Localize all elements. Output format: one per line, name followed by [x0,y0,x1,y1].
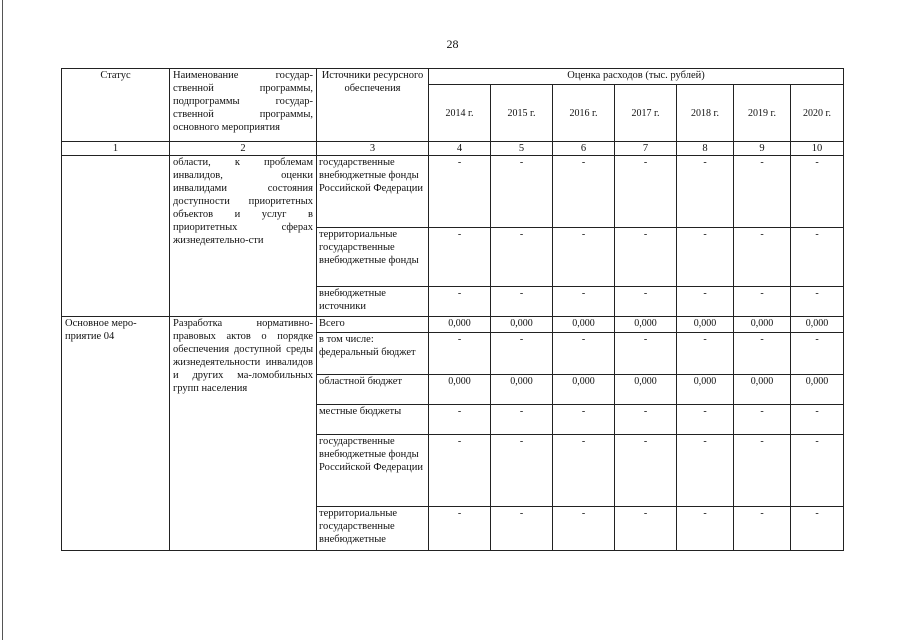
column-index: 4 [429,142,491,156]
header-expenses: Оценка расходов (тыс. рублей) [429,69,844,85]
status-cell: Основное меро-приятие 04 [62,317,170,551]
value-cell: 0,000 [553,375,615,405]
value-cell: - [553,228,615,287]
value-cell: 0,000 [791,375,844,405]
source-cell: территориальные государственные внебюджетные фонды [317,228,429,287]
value-cell: - [553,156,615,228]
source-cell: государственные внебюджетные фонды Российской Федерации [317,435,429,507]
value-cell: - [615,507,677,551]
value-cell: - [677,228,734,287]
value-cell: - [491,333,553,375]
value-cell: - [677,287,734,317]
header-year: 2014 г. [429,85,491,142]
header-year: 2017 г. [615,85,677,142]
column-index: 1 [62,142,170,156]
value-cell: - [615,435,677,507]
value-cell: - [734,405,791,435]
table-row [62,156,844,228]
value-cell: - [429,228,491,287]
value-cell: - [791,228,844,287]
value-cell: - [429,156,491,228]
value-cell: 0,000 [734,375,791,405]
value-cell: 0,000 [429,375,491,405]
value-cell: 0,000 [677,317,734,333]
source-cell: территориальные государственные внебюджетные [317,507,429,551]
source-cell: областной бюджет [317,375,429,405]
value-cell: - [791,507,844,551]
program-name-cell: области, к проблемам инвалидов, оценки инвалидами состояния доступности приоритетных объектов и услуг в приоритетных сферах жизнедеятельно-сти [170,156,317,317]
value-cell: - [791,287,844,317]
expense-table [61,68,844,551]
value-cell: - [491,228,553,287]
value-cell: 0,000 [615,317,677,333]
value-cell: - [615,287,677,317]
header-year: 2015 г. [491,85,553,142]
column-index: 10 [791,142,844,156]
header-status: Статус [62,69,170,142]
column-index: 9 [734,142,791,156]
value-cell: - [553,405,615,435]
value-cell: 0,000 [791,317,844,333]
source-cell: в том числе: федеральный бюджет [317,333,429,375]
value-cell: - [615,156,677,228]
header-year: 2016 г. [553,85,615,142]
value-cell: - [791,156,844,228]
value-cell: - [791,333,844,375]
header-year: 2020 г. [791,85,844,142]
header-name: Наименование государ-ственной программы, подпрограммы государ-ственной программы, основного мероприятия [170,69,317,142]
value-cell: - [491,287,553,317]
value-cell: - [553,333,615,375]
value-cell: - [791,405,844,435]
program-name-cell: Разработка нормативно-правовых актов о порядке обеспечения доступной среды жизнедеятельности инвалидов и других ма-ломобильных групп населения [170,317,317,551]
value-cell: - [429,435,491,507]
value-cell: 0,000 [491,375,553,405]
column-index-row [62,142,844,156]
column-index: 5 [491,142,553,156]
value-cell: - [491,156,553,228]
column-index: 2 [170,142,317,156]
table-row [62,317,844,333]
value-cell: - [429,507,491,551]
column-index: 8 [677,142,734,156]
value-cell: - [677,333,734,375]
value-cell: - [553,287,615,317]
value-cell: - [615,405,677,435]
value-cell: - [553,435,615,507]
value-cell: - [791,435,844,507]
value-cell: - [429,287,491,317]
value-cell: 0,000 [615,375,677,405]
value-cell: - [553,507,615,551]
value-cell: - [615,333,677,375]
value-cell: 0,000 [734,317,791,333]
header-year: 2019 г. [734,85,791,142]
source-cell: Всего [317,317,429,333]
header-sources: Источники ресурсного обеспечения [317,69,429,142]
value-cell: - [429,333,491,375]
source-cell: государственные внебюджетные фонды Российской Федерации [317,156,429,228]
value-cell: - [491,507,553,551]
header-year: 2018 г. [677,85,734,142]
value-cell: - [734,228,791,287]
value-cell: - [677,507,734,551]
value-cell: - [734,435,791,507]
column-index: 6 [553,142,615,156]
column-index: 7 [615,142,677,156]
status-cell [62,156,170,317]
value-cell: - [734,507,791,551]
value-cell: - [677,405,734,435]
value-cell: - [491,405,553,435]
source-cell: внебюджетные источники [317,287,429,317]
value-cell: 0,000 [553,317,615,333]
value-cell: - [734,333,791,375]
value-cell: - [491,435,553,507]
value-cell: - [734,287,791,317]
value-cell: - [734,156,791,228]
value-cell: - [677,156,734,228]
column-index: 3 [317,142,429,156]
value-cell: - [429,405,491,435]
value-cell: - [615,228,677,287]
source-cell: местные бюджеты [317,405,429,435]
page-number: 28 [446,37,459,51]
value-cell: - [677,435,734,507]
value-cell: 0,000 [429,317,491,333]
value-cell: 0,000 [491,317,553,333]
value-cell: 0,000 [677,375,734,405]
page-left-edge [2,0,3,640]
